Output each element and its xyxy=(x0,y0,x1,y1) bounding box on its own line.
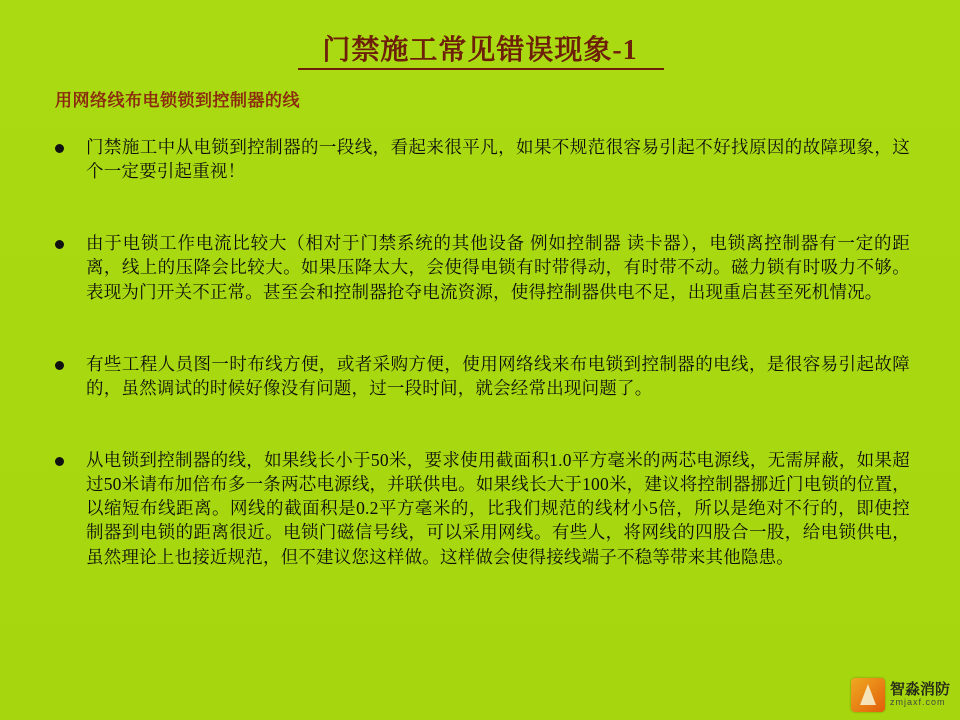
list-item xyxy=(55,135,910,183)
flame-badge-icon xyxy=(851,678,885,712)
title-underline xyxy=(298,68,664,70)
list-item xyxy=(55,448,910,569)
list-item xyxy=(55,352,910,400)
slide-subtitle: 用网络线布电锁锁到控制器的线 xyxy=(55,91,300,110)
bullet-text: 门禁施工中从电锁到控制器的一段线，看起来很平凡，如果不规范很容易引起不好找原因的故障现象，这个一定要引起重视！ xyxy=(86,137,910,182)
list-item xyxy=(55,231,910,303)
watermark xyxy=(851,678,950,712)
bullet-dot-icon xyxy=(55,144,64,153)
bullet-text: 从电锁到控制器的线，如果线长小于50米，要求使用截面积1.0平方毫米的两芯电源线，无需屏蔽，如果超过50米请布加倍布多一条两芯电源线，并联供电。如果线长大于100米，建议将控制器挪近门电锁的位置，以缩短布线距离。网线的截面积是0.2平方毫米的，比我们规范的线材小5倍，所以是绝对不行的，即使控制器到电锁的距离很近。电锁门磁信号线，可以采用网线。有些人，将网线的四股合一股，给电锁供电，虽然理论上也接近规范，但不建议您这样做。这样做会使得接线端子不稳等带来其他隐患。 xyxy=(86,449,910,567)
bullet-text: 由于电锁工作电流比较大（相对于门禁系统的其他设备 例如控制器 读卡器），电锁离控制器有一定的距离，线上的压降会比较大。如果压降太大，会使得电锁有时带得动，有时带不动。磁力锁有时吸力不够。表现为门开关不正常。甚至会和控制器抢夺电流资源，使得控制器供电不足，出现重启甚至死机情况。 xyxy=(86,233,910,302)
watermark-sub-text: zmjaxf.com xyxy=(889,697,946,708)
page-title: 门禁施工常见错误现象-1 xyxy=(322,35,638,66)
bullet-dot-icon xyxy=(55,457,64,466)
bullet-text: 有些工程人员图一时布线方便，或者采购方便，使用网络线来布电锁到控制器的电线，是很容易引起故障的，虽然调试的时候好像没有问题，过一段时间，就会经常出现问题了。 xyxy=(86,353,910,398)
bullet-list xyxy=(55,135,910,617)
bullet-dot-icon xyxy=(55,240,64,249)
watermark-main-text: 智淼消防 xyxy=(889,681,950,699)
bullet-dot-icon xyxy=(55,361,64,370)
watermark-texts xyxy=(890,682,950,707)
